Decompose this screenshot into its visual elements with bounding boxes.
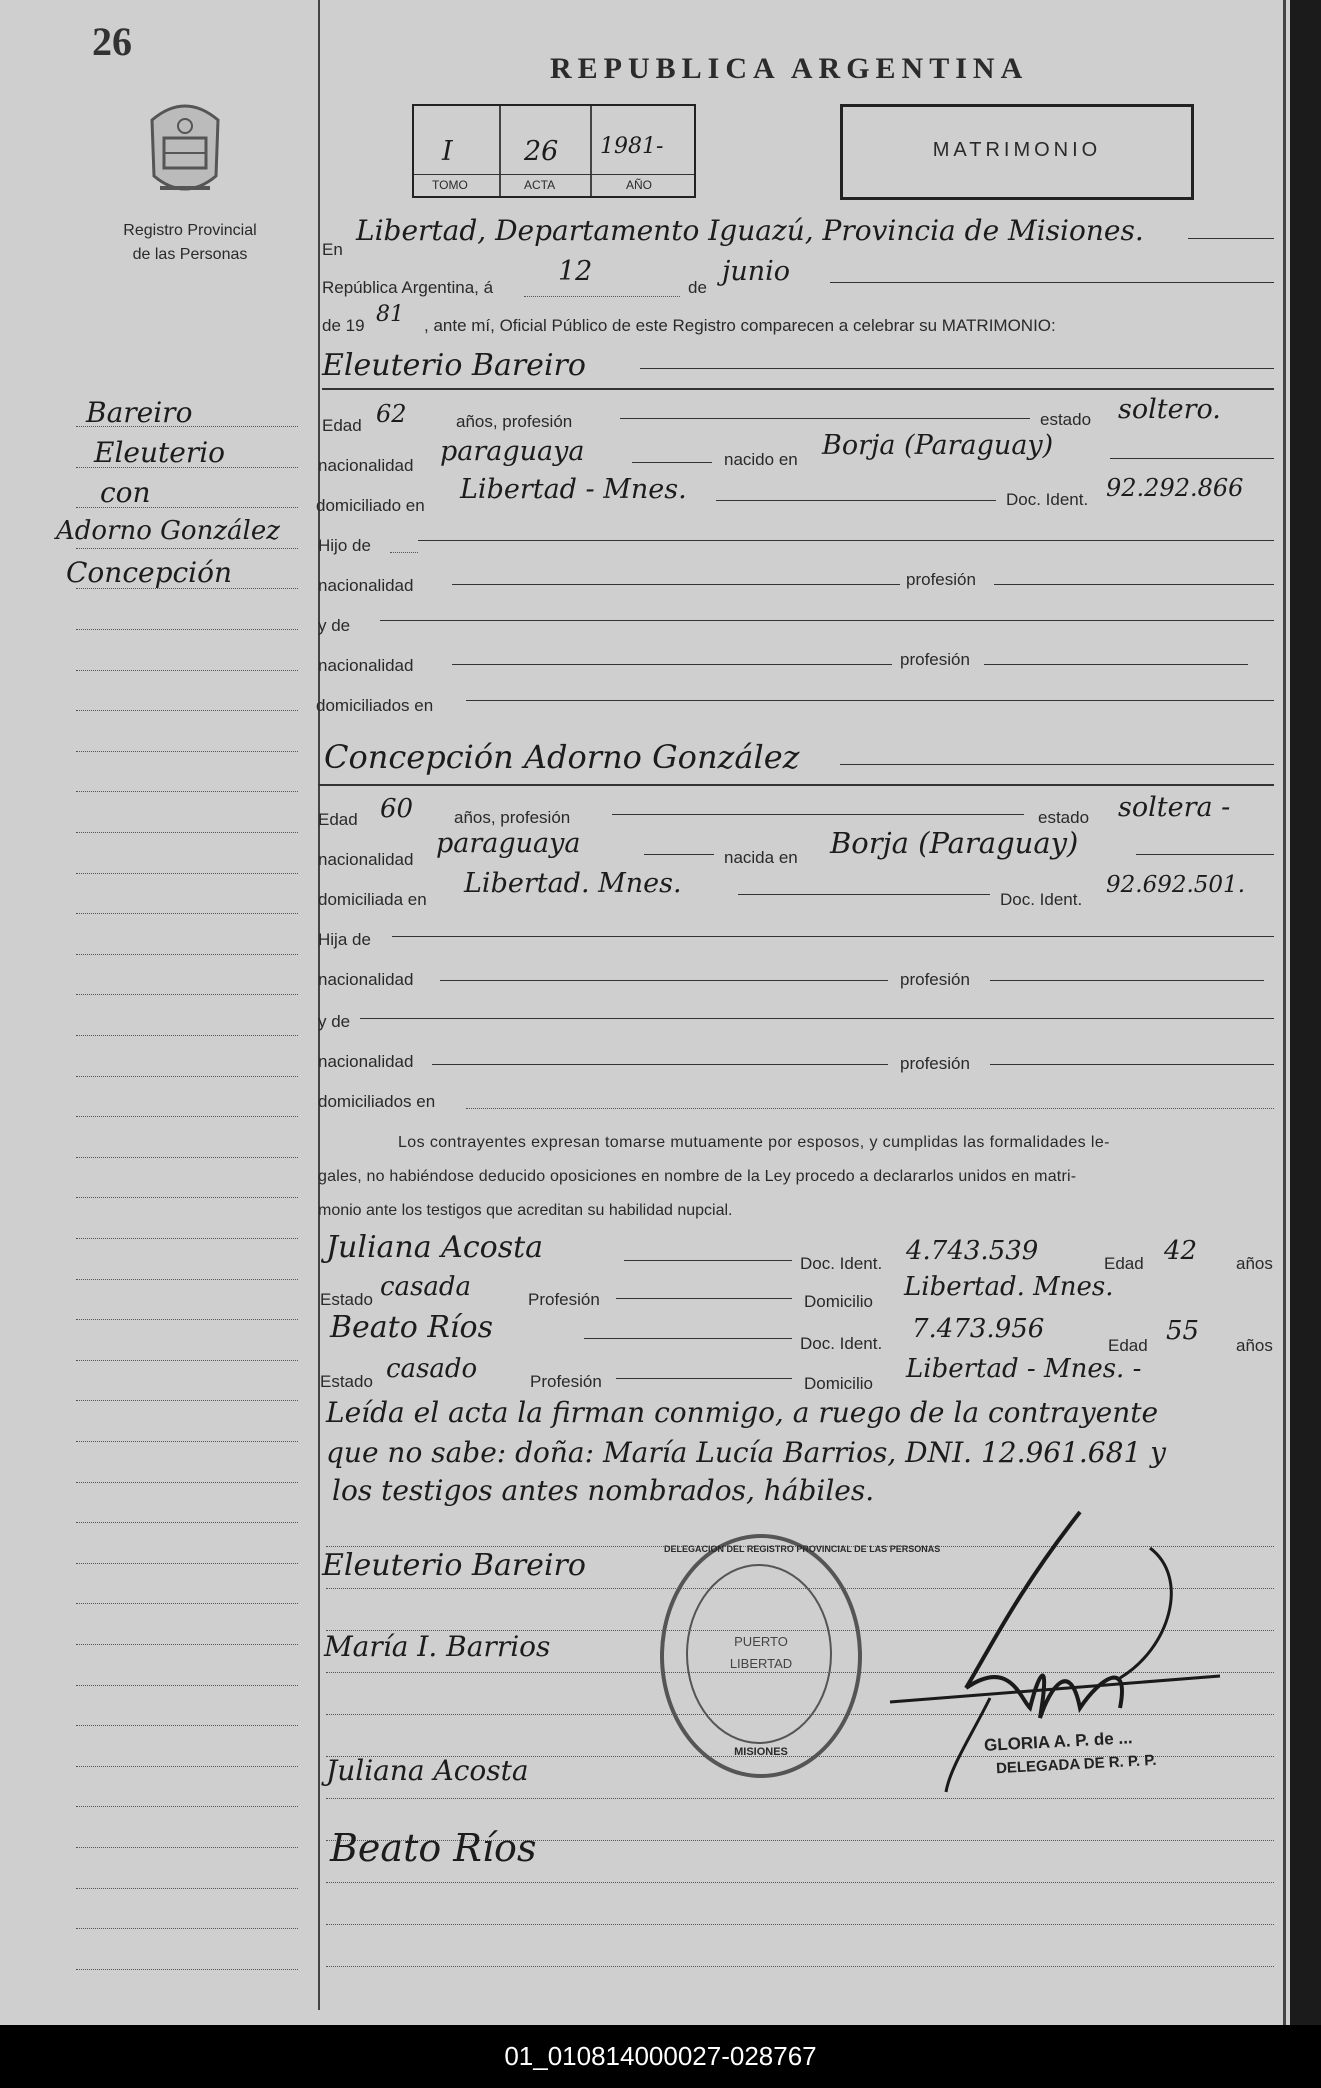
- bride-doc: 92.692.501.: [1106, 872, 1245, 898]
- margin-rule: [76, 1847, 298, 1848]
- margin-rule: [76, 954, 298, 955]
- witness1-estado: casada: [380, 1272, 472, 1302]
- groom-nac2-label: nacionalidad: [318, 656, 414, 675]
- margin-rule: [76, 1400, 298, 1401]
- de-label: de: [688, 278, 707, 297]
- country-heading: REPUBLICA ARGENTINA: [550, 52, 1029, 85]
- witness2-domicilio-label: Domicilio: [804, 1374, 873, 1393]
- signature-witness2: Beato Ríos: [330, 1826, 537, 1870]
- margin-rule: [76, 1157, 298, 1158]
- margin-rule: [76, 1116, 298, 1117]
- bride-prof2-label: profesión: [900, 1054, 970, 1073]
- witness2-estado: casado: [386, 1354, 478, 1384]
- margin-rule: [76, 548, 298, 549]
- margin-rule: [76, 1197, 298, 1198]
- bride-nacida-label: nacida en: [724, 848, 798, 867]
- margin-rule: [76, 629, 298, 630]
- margin-rule: [76, 507, 298, 508]
- margin-rule: [76, 1360, 298, 1361]
- doc-type-box: [840, 104, 1194, 200]
- registry-line-2: de las Personas: [132, 246, 248, 263]
- groom-anos-label: años, profesión: [456, 412, 573, 431]
- right-border: [1283, 0, 1286, 2025]
- witness2-anos-label: años: [1236, 1336, 1273, 1355]
- margin-rule: [76, 1766, 298, 1767]
- left-border: [318, 0, 320, 2010]
- margin-rule: [76, 1441, 298, 1442]
- margin-rule: [76, 1319, 298, 1320]
- ano-label: AÑO: [626, 178, 653, 192]
- margin-rule: [76, 1644, 298, 1645]
- bride-domicilio-label: domiciliada en: [318, 890, 427, 909]
- margin-rule: [76, 710, 298, 711]
- bride-edad-label: Edad: [318, 810, 358, 829]
- witness2-profesion-label: Profesión: [530, 1372, 602, 1391]
- margin-note-first-name: Eleuterio: [94, 436, 226, 469]
- margin-rule: [76, 791, 298, 792]
- groom-estado-label: estado: [1040, 410, 1092, 429]
- witness1-anos-label: años: [1236, 1254, 1273, 1273]
- groom-age: 62: [376, 400, 407, 428]
- official-signature: [870, 1508, 1230, 1798]
- groom-name: Eleuterio Bareiro: [322, 348, 586, 383]
- bride-nac-label: nacionalidad: [318, 850, 414, 869]
- margin-rule: [76, 1238, 298, 1239]
- margin-rule: [76, 1806, 298, 1807]
- margin-rule: [76, 1888, 298, 1889]
- bride-nationality: paraguaya: [436, 828, 581, 859]
- ano-value: 1981-: [600, 134, 664, 159]
- groom-hijo-label: Hijo de: [318, 536, 371, 555]
- groom-nationality: paraguaya: [440, 436, 585, 467]
- signature-rule: [326, 1924, 1274, 1925]
- declaration-line-3: monio ante los testigos que acreditan su habilidad nupcial.: [318, 1202, 733, 1219]
- margin-rule: [76, 1522, 298, 1523]
- margin-rule: [76, 1279, 298, 1280]
- groom-doc-label: Doc. Ident.: [1006, 490, 1089, 509]
- registry-line-1: Registro Provincial: [123, 222, 257, 239]
- margin-rule: [76, 1482, 298, 1483]
- witness2-name: Beato Ríos: [330, 1310, 493, 1345]
- groom-birthplace: Borja (Paraguay): [822, 430, 1054, 461]
- witness1-domicilio-label: Domicilio: [804, 1292, 873, 1311]
- margin-rule: [76, 1928, 298, 1929]
- margin-rule: [76, 588, 298, 589]
- declaration-line-1: Los contrayentes expresan tomarse mutuamente por esposos, y cumplidas las formalidades le-: [398, 1134, 1110, 1151]
- signature-rule: [326, 1798, 1274, 1799]
- en-label: En: [322, 240, 343, 259]
- witness1-doc-label: Doc. Ident.: [800, 1254, 883, 1273]
- groom-nacido-label: nacido en: [724, 450, 798, 469]
- groom-edad-label: Edad: [322, 416, 362, 435]
- volume-box: [412, 104, 696, 198]
- closing-line-3: los testigos antes nombrados, hábiles.: [332, 1474, 875, 1507]
- witness2-doc: 7.473.956: [912, 1314, 1045, 1344]
- place-value: Libertad, Departamento Iguazú, Provincia de Misiones.: [356, 214, 1144, 247]
- republica-label: República Argentina, á: [322, 278, 494, 297]
- footer-identifier: 01_010814000027-028767: [0, 2025, 1321, 2088]
- bride-estado: soltera -: [1118, 792, 1231, 823]
- bride-nac1-label: nacionalidad: [318, 970, 414, 989]
- margin-note-bride-name: Concepción: [66, 556, 233, 589]
- margin-rule: [76, 1603, 298, 1604]
- tomo-value: I: [442, 136, 453, 167]
- witness1-address: Libertad. Mnes.: [904, 1272, 1114, 1302]
- margin-rule: [76, 913, 298, 914]
- signature-groom: Eleuterio Bareiro: [322, 1548, 586, 1583]
- margin-rule: [76, 1076, 298, 1077]
- margin-rule: [76, 1969, 298, 1970]
- bride-name: Concepción Adorno González: [324, 738, 800, 776]
- groom-domicilio-label: domiciliado en: [316, 496, 425, 515]
- groom-nac-label: nacionalidad: [318, 456, 414, 475]
- margin-note-con: con: [100, 476, 151, 509]
- groom-address: Libertad - Mnes.: [460, 474, 687, 505]
- margin-rule: [76, 1035, 298, 1036]
- witness2-doc-label: Doc. Ident.: [800, 1334, 883, 1353]
- witness2-edad-label: Edad: [1108, 1336, 1148, 1355]
- bride-doc-label: Doc. Ident.: [1000, 890, 1083, 909]
- witness1-profesion-label: Profesión: [528, 1290, 600, 1309]
- page-number: 26: [92, 19, 132, 64]
- witness1-edad-label: Edad: [1104, 1254, 1144, 1273]
- official-stamp-line-2: DELEGADA DE R. P. P.: [995, 1751, 1157, 1778]
- signature-witness1: Juliana Acosta: [326, 1754, 529, 1787]
- groom-prof2-label: profesión: [900, 650, 970, 669]
- witness1-name: Juliana Acosta: [326, 1230, 544, 1265]
- margin-rule: [76, 1685, 298, 1686]
- seal-center-1: PUERTO: [734, 1634, 788, 1649]
- margin-rule: [76, 1563, 298, 1564]
- margin-note-bride-surname: Adorno González: [56, 516, 280, 546]
- signature-rule: [326, 1882, 1274, 1883]
- margin-rule: [76, 1725, 298, 1726]
- official-stamp-line-1: GLORIA A. P. de ...: [983, 1728, 1133, 1755]
- groom-nac1-label: nacionalidad: [318, 576, 414, 595]
- bride-hija-label: Hija de: [318, 930, 371, 949]
- groom-domiciliados-label: domiciliados en: [316, 696, 434, 715]
- acta-label: ACTA: [524, 178, 556, 192]
- margin-rule: [76, 751, 298, 752]
- registry-seal: [660, 1534, 941, 1778]
- day-value: 12: [558, 256, 593, 287]
- coat-of-arms-icon: [144, 98, 226, 206]
- seal-center-2: LIBERTAD: [729, 1656, 793, 1671]
- signature-rule: [326, 1966, 1274, 1967]
- witness1-estado-label: Estado: [320, 1290, 373, 1309]
- margin-note-surname: Bareiro: [86, 396, 193, 429]
- witness1-age: 42: [1164, 1236, 1198, 1266]
- bride-address: Libertad. Mnes.: [464, 868, 682, 899]
- margin-rule: [76, 670, 298, 671]
- margin-rule: [76, 994, 298, 995]
- groom-estado: soltero.: [1118, 394, 1221, 425]
- groom-doc: 92.292.866: [1106, 474, 1244, 502]
- bride-yde-label: y de: [318, 1012, 351, 1031]
- groom-prof1-label: profesión: [906, 570, 976, 589]
- bride-estado-label: estado: [1038, 808, 1090, 827]
- seal-bottom-text: MISIONES: [734, 1746, 788, 1758]
- acta-value: 26: [524, 136, 559, 167]
- margin-rule: [76, 426, 298, 427]
- witness2-address: Libertad - Mnes. -: [906, 1354, 1142, 1384]
- bride-domiciliados-label: domiciliados en: [318, 1092, 436, 1111]
- bride-birthplace: Borja (Paraguay): [830, 826, 1079, 860]
- margin-rule: [76, 832, 298, 833]
- intro-statement: , ante mí, Oficial Público de este Registro comparecen a celebrar su MATRIMONIO:: [424, 316, 1056, 335]
- witness2-age: 55: [1166, 1316, 1200, 1346]
- bride-age: 60: [380, 794, 414, 824]
- bride-prof1-label: profesión: [900, 970, 970, 989]
- witness1-doc: 4.743.539: [906, 1236, 1039, 1266]
- witness2-estado-label: Estado: [320, 1372, 373, 1391]
- month-value: junio: [722, 256, 791, 287]
- signature-proxy: María I. Barrios: [324, 1630, 551, 1663]
- declaration-line-2: gales, no habiéndose deducido oposiciones en nombre de la Ley procedo a declararlos unidos en matri-: [318, 1168, 1077, 1185]
- margin-rule: [76, 467, 298, 468]
- seal-ring-text: DELEGACION DEL REGISTRO PROVINCIAL DE LAS PERSONAS: [664, 1544, 941, 1554]
- year-value: 81: [376, 302, 404, 327]
- doc-type-title: MATRIMONIO: [932, 139, 1102, 161]
- closing-line-1: Leída el acta la firman conmigo, a ruego de la contrayente: [326, 1396, 1159, 1429]
- year-prefix: de 19: [322, 316, 365, 335]
- closing-line-2: que no sabe: doña: María Lucía Barrios, DNI. 12.961.681 y: [326, 1436, 1166, 1469]
- bride-anos-label: años, profesión: [454, 808, 571, 827]
- tomo-label: TOMO: [432, 178, 468, 192]
- groom-yde-label: y de: [318, 616, 351, 635]
- bride-nac2-label: nacionalidad: [318, 1052, 414, 1071]
- margin-rule: [76, 873, 298, 874]
